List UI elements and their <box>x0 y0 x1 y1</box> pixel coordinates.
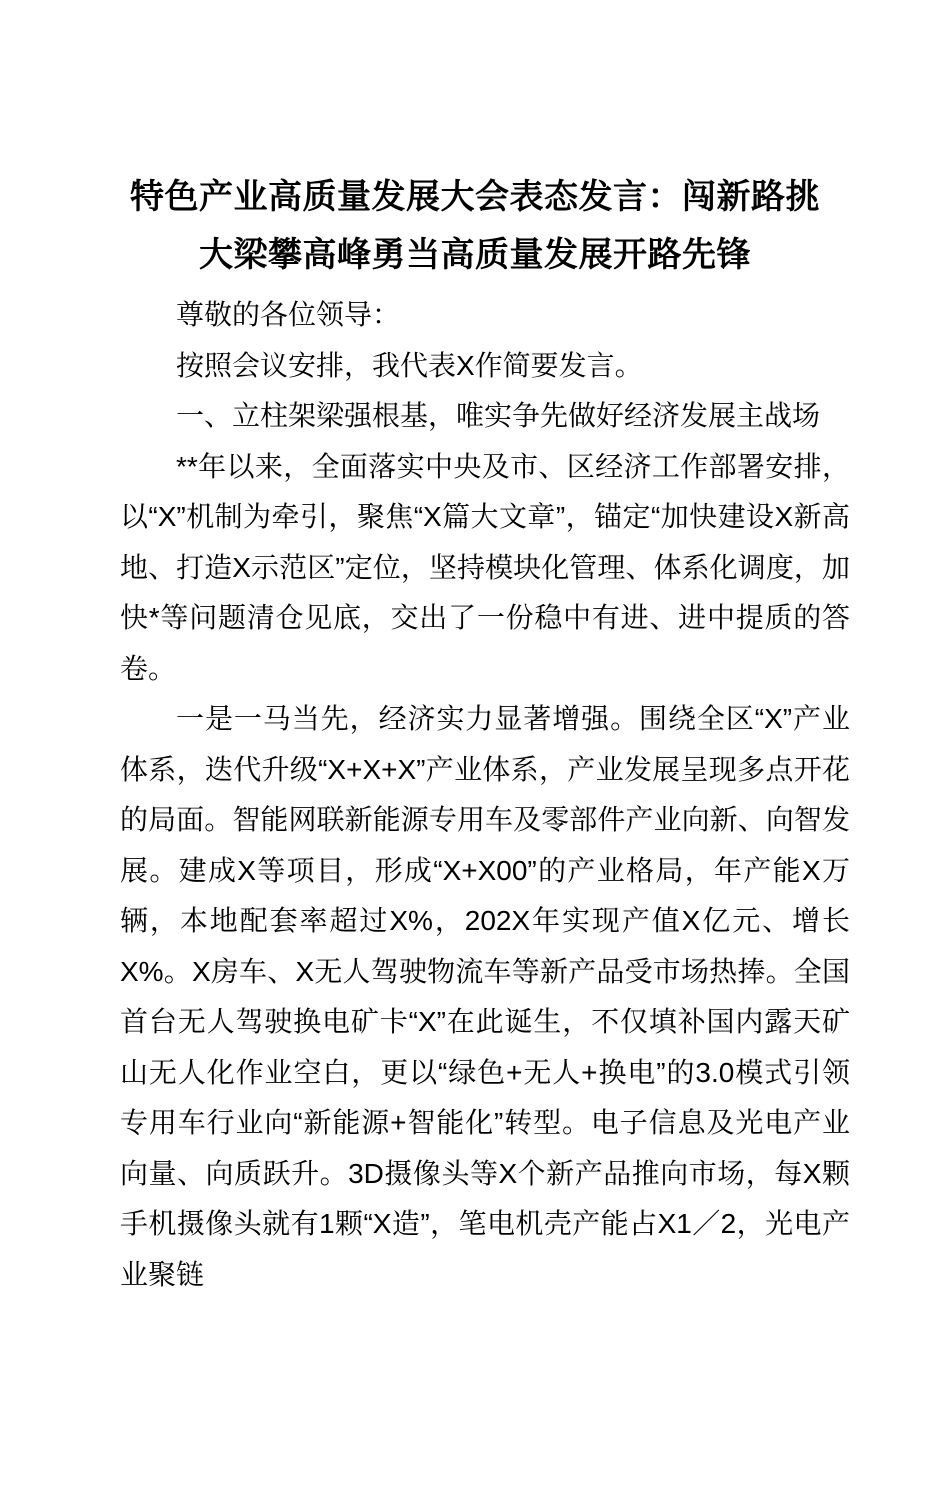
paragraph-body-overview: **年以来，全面落实中央及市、区经济工作部署安排，以“X”机制为牵引，聚焦“X篇大文章”，锚定“加快建设X新高地、打造X示范区”定位，坚持模块化管理、体系化调度，加快*等问题清仓见底，交出了一份稳中有进、进中提质的答卷。 <box>120 450 850 684</box>
paragraph-body-first-point: 一是一马当先，经济实力显著增强。围绕全区“X”产业体系，迭代升级“X+X+X”产业体系，产业发展呈现多点开花的局面。智能网联新能源专用车及零部件产业向新、向智发展。建成X等项目，形成“X+X00”的产业格局，年产能X万辆，本地配套率超过X%，202X年实现产值X亿元、增长X%。X房车、X无人驾驶物流车等新产品受市场热捧。全国首台无人驾驶换电矿卡“X”在此诞生，不仅填补国内露天矿山无人化作业空白，更以“绿色+无人+换电”的3.0模式引领专用车行业向“新能源+智能化”转型。电子信息及光电产业向量、向质跃升。3D摄像头等X个新产品推向市场，每X颗手机摄像头就有1颗“X造”，笔电机壳产能占X1／2，光电产业聚链 <box>120 703 850 1290</box>
paragraph-intro: 按照会议安排，我代表X作简要发言。 <box>176 349 643 381</box>
document-body <box>120 290 850 1300</box>
document-title: 特色产业高质量发展大会表态发言：闯新路挑大梁攀高峰勇当高质量发展开路先锋 <box>130 178 820 274</box>
document-page <box>0 168 950 1512</box>
paragraph-greeting: 尊敬的各位领导： <box>176 299 401 330</box>
section-heading: 一、立柱架梁强根基，唯实争先做好经济发展主战场 <box>176 400 821 431</box>
